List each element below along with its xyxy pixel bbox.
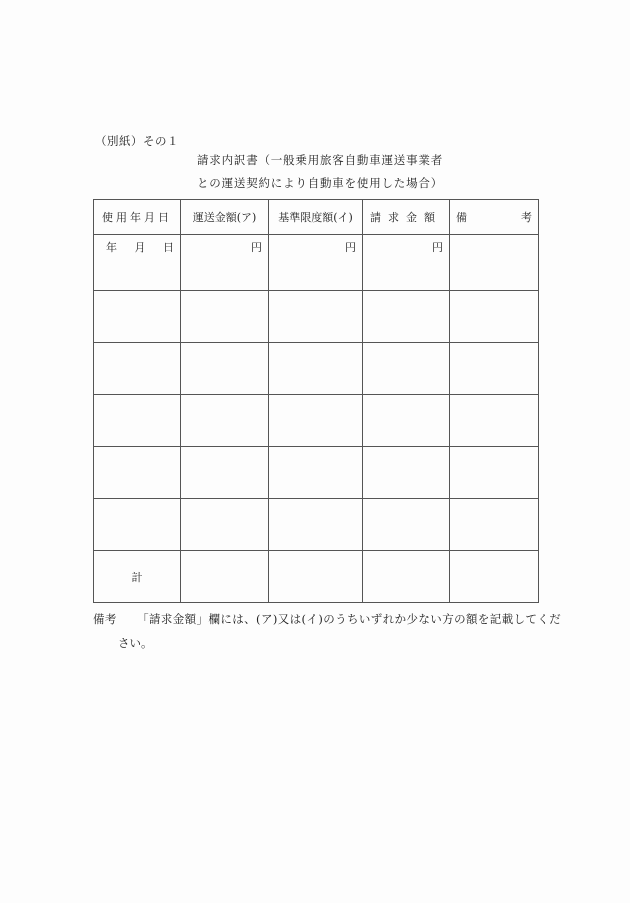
billing-breakdown-table xyxy=(93,199,539,603)
fare-cell[interactable]: 円 xyxy=(181,235,269,291)
date-cell[interactable]: 年 月 日 xyxy=(94,235,181,291)
claim-cell[interactable] xyxy=(363,447,450,499)
remarks-cell[interactable] xyxy=(450,343,539,395)
claim-cell[interactable]: 円 xyxy=(363,235,450,291)
date-cell[interactable] xyxy=(94,291,181,343)
header-remarks-char2: 考 xyxy=(521,211,532,224)
limit-cell[interactable] xyxy=(269,291,363,343)
header-limit-amount: 基準限度額(イ) xyxy=(269,200,363,235)
claim-cell[interactable] xyxy=(363,343,450,395)
total-limit-cell[interactable] xyxy=(269,551,363,603)
remarks-cell[interactable] xyxy=(450,499,539,551)
table-row xyxy=(94,499,539,551)
remarks-text-line1: 「請求金額」欄には、(ア)又は(イ)のうちいずれか少ない方の額を記載してくだ xyxy=(137,612,562,626)
limit-cell[interactable] xyxy=(269,499,363,551)
remarks-cell[interactable] xyxy=(450,291,539,343)
fare-cell[interactable] xyxy=(181,291,269,343)
header-remarks-char1: 備 xyxy=(456,211,467,224)
remarks-note xyxy=(93,611,561,627)
claim-cell[interactable] xyxy=(363,499,450,551)
header-usage-date: 使用年月日 xyxy=(94,200,181,235)
total-label: 計 xyxy=(94,551,181,603)
claim-cell[interactable] xyxy=(363,395,450,447)
table-row xyxy=(94,235,539,291)
claim-cell[interactable] xyxy=(363,291,450,343)
table-header-row xyxy=(94,200,539,235)
remarks-cell[interactable] xyxy=(450,235,539,291)
total-fare-cell[interactable] xyxy=(181,551,269,603)
remarks-cell[interactable] xyxy=(450,447,539,499)
fare-cell[interactable] xyxy=(181,447,269,499)
header-remarks xyxy=(450,200,539,235)
table-row xyxy=(94,343,539,395)
fare-cell[interactable] xyxy=(181,499,269,551)
document-title-line2: との運送契約により自動車を使用した場合） xyxy=(197,176,443,190)
remarks-cell[interactable] xyxy=(450,395,539,447)
remarks-text-line2: さい。 xyxy=(118,636,153,650)
total-row xyxy=(94,551,539,603)
date-cell[interactable] xyxy=(94,343,181,395)
total-remarks-cell[interactable] xyxy=(450,551,539,603)
header-claim-amount: 請求金額 xyxy=(363,200,450,235)
table-row xyxy=(94,395,539,447)
annex-label: （別紙）その１ xyxy=(95,134,179,148)
fare-cell[interactable] xyxy=(181,395,269,447)
limit-cell[interactable] xyxy=(269,343,363,395)
table-row xyxy=(94,291,539,343)
table-row xyxy=(94,447,539,499)
date-cell[interactable] xyxy=(94,395,181,447)
remarks-label: 備考 xyxy=(93,612,117,626)
total-claim-cell[interactable] xyxy=(363,551,450,603)
date-cell[interactable] xyxy=(94,499,181,551)
fare-cell[interactable] xyxy=(181,343,269,395)
document-title-line1: 請求内訳書（一般乗用旅客自動車運送事業者 xyxy=(197,153,443,167)
header-fare-amount: 運送金額(ア) xyxy=(181,200,269,235)
date-cell[interactable] xyxy=(94,447,181,499)
limit-cell[interactable]: 円 xyxy=(269,235,363,291)
limit-cell[interactable] xyxy=(269,447,363,499)
limit-cell[interactable] xyxy=(269,395,363,447)
